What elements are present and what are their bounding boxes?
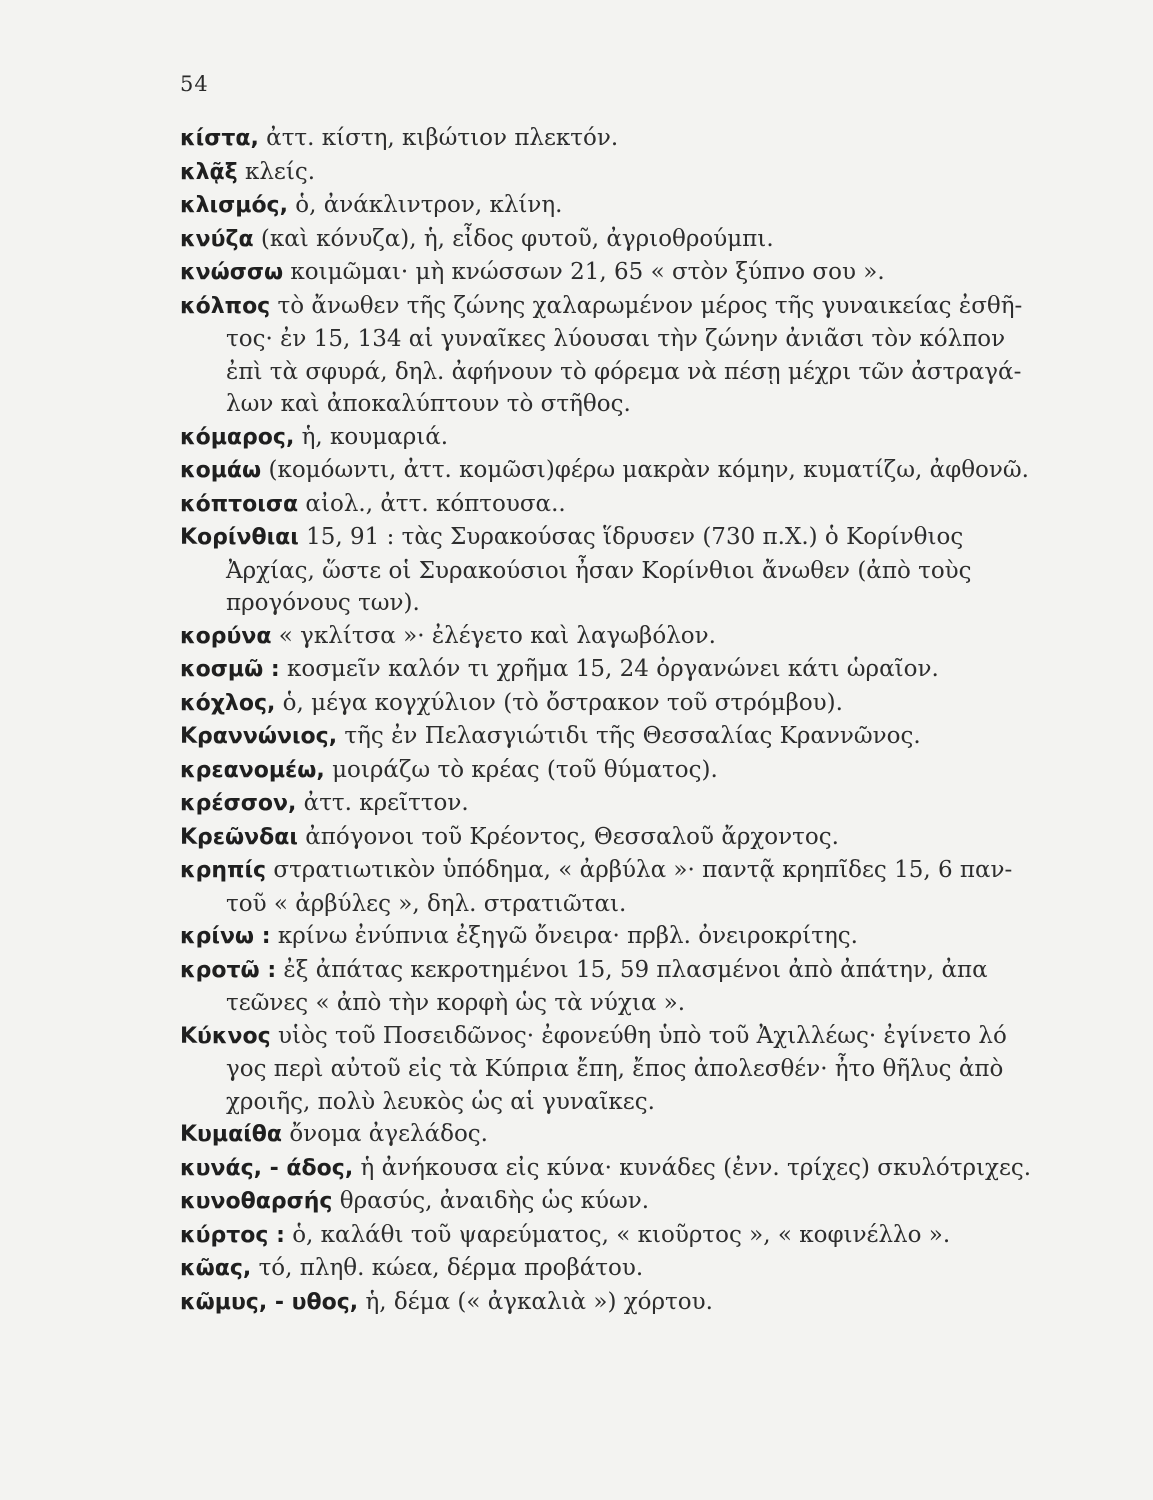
dictionary-entry: [180, 620, 1030, 654]
entry-definition: ἡ, κουμαριά.: [294, 423, 449, 450]
entry-definition: ἀττ. κίστη, κιβώτιον πλεκτόν.: [258, 125, 619, 151]
entry-headword: κόμαρος,: [180, 424, 295, 450]
dictionary-entry: [180, 787, 1030, 821]
dictionary-entry: [180, 821, 1030, 855]
entry-first-line: [180, 1252, 1030, 1286]
entry-headword: κυνοθαρσής: [180, 1189, 333, 1214]
entry-headword: κρεανομέω,: [180, 757, 325, 783]
entry-definition: στρατιωτικὸν ὑπόδημα, « ἀρβύλα »· παντᾷ κρηπῖδες 15, 6 παν-: [266, 857, 1013, 883]
entry-continuation-line: [180, 1086, 1030, 1119]
entry-first-line: [180, 854, 1030, 888]
dictionary-entry: [180, 1286, 1030, 1320]
entry-continuation-line: [180, 388, 1030, 421]
dictionary-entry: [180, 754, 1030, 788]
entry-first-line: [180, 920, 1030, 954]
entry-headword: Κραννώνιος,: [180, 724, 338, 749]
entry-headword: κνώσσω: [180, 260, 284, 285]
entry-first-line: [180, 156, 1030, 190]
entry-continuation-line: [180, 555, 1030, 588]
entry-first-line: [180, 720, 1030, 754]
dictionary-entry: [180, 687, 1030, 721]
dictionary-entry: [180, 1118, 1030, 1152]
entry-headword: κοσμῶ :: [180, 657, 280, 682]
entry-continuation-line: [180, 1053, 1030, 1086]
entry-definition: τό, πληθ. κώεα, δέρμα προβάτου.: [251, 1255, 644, 1281]
entry-definition: κρίνω ἐνύπνια ἐξηγῶ ὄνειρα· πρβλ. ὀνειροκρίτης.: [270, 923, 858, 949]
entry-definition: ἡ ἀνήκουσα εἰς κύνα· κυνάδες (ἐνν. τρίχες) σκυλότριχες.: [353, 1154, 1032, 1181]
dictionary-entry: [180, 488, 1030, 522]
entry-headword: Κρεῶνδαι: [180, 824, 298, 850]
entry-headword: κόλπος: [180, 293, 271, 319]
dictionary-entry: [180, 653, 1030, 687]
entry-definition: γος περὶ αὐτοῦ εἰς τὰ Κύπρια ἔπη, ἔπος ἀπολεσθέν· ἦτο θῆλυς ἀπὸ: [226, 1056, 1004, 1082]
entry-definition: λων καὶ ἀποκαλύπτουν τὸ στῆθος.: [226, 391, 631, 417]
entry-first-line: [180, 787, 1030, 821]
entry-continuation-line: [180, 987, 1030, 1020]
entry-definition: « γκλίτσα »· ἐλέγετο καὶ λαγωβόλον.: [271, 622, 716, 649]
entry-definition: υἱὸς τοῦ Ποσειδῶνος· ἐφονεύθη ὑπὸ τοῦ Ἀχιλλέως· ἐγίνετο λό: [270, 1022, 1007, 1049]
entry-headword: κρηπίς: [180, 858, 267, 883]
entry-definition: ἀττ. κρεῖττον.: [296, 790, 469, 816]
dictionary-entry: [180, 1020, 1030, 1119]
entry-first-line: [180, 1219, 1030, 1253]
entry-first-line: [180, 1286, 1030, 1320]
entry-headword: κίστα,: [180, 126, 259, 151]
entry-definition: τος· ἐν 15, 134 αἱ γυναῖκες λύουσαι τὴν ζώνην ἀνιᾶσι τὸν κόλπον: [226, 326, 1006, 352]
entry-first-line: [180, 1118, 1030, 1152]
entry-continuation-line: [180, 587, 1030, 620]
entry-headword: κυνάς, - άδος,: [180, 1155, 354, 1181]
dictionary-entry: [180, 920, 1030, 954]
dictionary-entry: [180, 854, 1030, 920]
entry-first-line: [180, 256, 1030, 290]
entry-headword: κομάω: [180, 458, 262, 483]
entry-headword: κνύζα: [180, 226, 254, 252]
entry-definition: προγόνους των).: [226, 590, 420, 616]
dictionary-entry: [180, 421, 1030, 455]
entry-first-line: [180, 488, 1030, 522]
entry-definition: κοιμῶμαι· μὴ κνώσσων 21, 65 « στὸν ξύπνο σου ».: [283, 259, 885, 285]
entry-headword: κορύνα: [180, 623, 272, 649]
entry-definition: χροιῆς, πολὺ λευκὸς ὡς αἱ γυναῖκες.: [226, 1088, 655, 1115]
entry-headword: κρέσσον,: [180, 791, 297, 816]
entry-headword: κροτῶ :: [180, 957, 277, 983]
entry-definition: (καὶ κόνυζα), ἡ, εἶδος φυτοῦ, ἀγριοθρούμπι.: [253, 225, 774, 252]
entry-definition: τοῦ « ἀρβύλες », δηλ. στρατιῶται.: [226, 890, 627, 917]
entry-first-line: [180, 821, 1030, 855]
entry-first-line: [180, 1185, 1030, 1219]
dictionary-entry: [180, 720, 1030, 754]
entry-continuation-line: [180, 888, 1030, 921]
entry-definition: ἐπὶ τὰ σφυρά, δηλ. ἀφήνουν τὸ φόρεμα νὰ πέσῃ μέχρι τῶν ἀστραγά-: [226, 358, 1022, 385]
entry-definition: ὁ, καλάθι τοῦ ψαρεύματος, « κιοῦρτος », « κοφινέλλο ».: [284, 1221, 951, 1248]
entry-definition: τεῶνες « ἀπὸ τὴν κορφὴ ὡς τὰ νύχια ».: [226, 990, 686, 1016]
entry-definition: Ἀρχίας, ὥστε οἱ Συρακούσιοι ἦσαν Κορίνθιοι ἄνωθεν (ἀπὸ τοὺς: [226, 557, 972, 584]
entry-continuation-line: [180, 356, 1030, 389]
dictionary-entry: [180, 256, 1030, 290]
entry-first-line: [180, 421, 1030, 455]
entry-headword: κρίνω :: [180, 924, 271, 949]
entry-first-line: [180, 754, 1030, 788]
entry-definition: μοιράζω τὸ κρέας (τοῦ θύματος).: [324, 756, 718, 783]
entry-definition: ὁ, μέγα κογχύλιον (τὸ ὄστρακον τοῦ στρόμβου).: [275, 689, 843, 716]
entry-headword: κῶας,: [180, 1256, 252, 1281]
entry-first-line: [180, 1020, 1030, 1054]
entry-definition: αἰολ., ἀττ. κόπτουσα..: [298, 490, 566, 517]
dictionary-entry: [180, 1185, 1030, 1219]
entry-definition: κοσμεῖν καλόν τι χρῆμα 15, 24 ὀργανώνει κάτι ὡραῖον.: [279, 656, 939, 682]
entry-headword: κόπτοισα: [180, 491, 299, 517]
entry-definition: ὄνομα ἀγελάδος.: [282, 1121, 488, 1147]
dictionary-entry: [180, 290, 1030, 421]
entry-headword: κλισμός,: [180, 193, 288, 218]
dictionary-entry: [180, 954, 1030, 1020]
dictionary-entry: [180, 122, 1030, 156]
entry-definition: ἐξ ἀπάτας κεκροτημένοι 15, 59 πλασμένοι ἀπὸ ἀπάτην, ἀπα: [276, 956, 988, 983]
entry-definition: θρασύς, ἀναιδὴς ὡς κύων.: [332, 1188, 650, 1214]
entry-definition: ἡ, δέμα (« ἀγκαλιὰ ») χόρτου.: [358, 1288, 713, 1315]
dictionary-entry: [180, 1152, 1030, 1186]
entry-headword: κύρτος :: [180, 1222, 285, 1248]
entry-first-line: [180, 653, 1030, 687]
entry-first-line: [180, 223, 1030, 257]
dictionary-entry: [180, 1219, 1030, 1253]
entry-headword: κῶμυς, - υθος,: [180, 1289, 359, 1315]
entry-definition: τὸ ἄνωθεν τῆς ζώνης χαλαρωμένον μέρος τῆς γυναικείας ἐσθῆ-: [270, 292, 1023, 319]
dictionary-entry: [180, 454, 1030, 488]
entry-first-line: [180, 454, 1030, 488]
entry-headword: κλᾷξ: [180, 159, 238, 185]
entry-first-line: [180, 1152, 1030, 1186]
entry-headword: Κυμαίθα: [180, 1122, 283, 1147]
entry-headword: κόχλος,: [180, 690, 276, 716]
dictionary-entry: [180, 1252, 1030, 1286]
entry-definition: (κομόωντι, ἀττ. κομῶσι)φέρω μακρὰν κόμην, κυματίζω, ἀφθονῶ.: [261, 457, 1029, 483]
entry-headword: Κορίνθιαι: [180, 525, 299, 550]
page-number: 54: [180, 72, 209, 96]
entry-first-line: [180, 189, 1030, 223]
entry-first-line: [180, 620, 1030, 654]
dictionary-entry: [180, 189, 1030, 223]
entry-first-line: [180, 521, 1030, 555]
entry-definition: ἀπόγονοι τοῦ Κρέοντος, Θεσσαλοῦ ἄρχοντος.: [297, 823, 839, 850]
entry-first-line: [180, 687, 1030, 721]
dictionary-entry: [180, 156, 1030, 190]
dictionary-entry: [180, 223, 1030, 257]
entry-headword: Κύκνος: [180, 1023, 271, 1049]
entry-definition: 15, 91 : τὰς Συρακούσας ἵδρυσεν (730 π.Χ.) ὁ Κορίνθιος: [298, 524, 964, 550]
entry-definition: κλείς.: [237, 158, 316, 185]
entry-first-line: [180, 122, 1030, 156]
entry-first-line: [180, 290, 1030, 324]
dictionary-entry: [180, 521, 1030, 620]
entry-first-line: [180, 954, 1030, 988]
entry-definition: τῆς ἐν Πελασγιώτιδι τῆς Θεσσαλίας Κραννῶνος.: [337, 723, 921, 749]
dictionary-entries: [180, 122, 1030, 1319]
entry-definition: ὁ, ἀνάκλιντρον, κλίνη.: [287, 192, 563, 218]
entry-continuation-line: [180, 323, 1030, 356]
